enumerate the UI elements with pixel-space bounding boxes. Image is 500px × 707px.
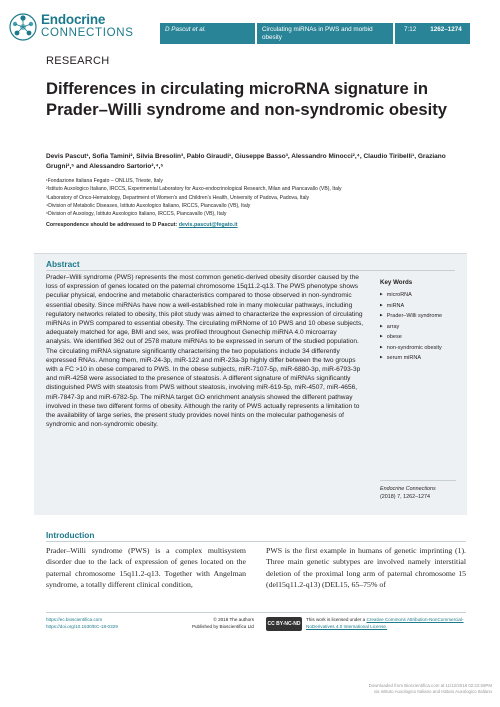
keywords-heading: Key Words: [380, 279, 413, 286]
affiliations: [46, 177, 466, 218]
keyword-item: ▶ serum miRNA: [380, 353, 442, 364]
citation-journal: Endocrine Connections: [380, 486, 436, 492]
divider: [46, 541, 466, 542]
abstract-heading: Abstract: [46, 259, 80, 269]
citation-details: (2018) 7, 1262–1274: [380, 494, 431, 500]
cc-license-badge-icon[interactable]: CC BY-NC-ND: [266, 617, 302, 631]
download-line: Downloaded from Bioscientifica.com at 11/12/2018 02:22:59PM: [368, 683, 492, 688]
publisher-text: Published by Bioscientifica Ltd: [191, 623, 254, 629]
journal-url-link[interactable]: https://ec.bioscientifica.com: [46, 617, 103, 622]
logo-line-1: Endocrine: [41, 12, 106, 27]
running-head-topic: Circulating miRNAs in PWS and morbid obesity: [257, 23, 393, 44]
correspondence-email-link[interactable]: devis.pascut@fegato.it: [178, 222, 238, 228]
affiliation: ¹Fondazione Italiana Fegato – ONLUS, Trieste, Italy: [46, 178, 163, 184]
citation: [380, 485, 436, 501]
abstract-text: Prader–Willi syndrome (PWS) represents the most common genetic-derived obesity disorder caused by the loss of expression of genes located on the paternal chromosome 15q11.2-q13. The PWS phenotype shows peculiar physical, endocrine and metabolic characteristics compared to those observed in non-syndromic essential obesity. Since miRNAs have now a well-established role in many molecular pathways, including regulatory networks related to obesity, this pilot study was aimed to characterize the expression of circulating miRNAs in PWS compared to essential obesity. The circulating miRNome of 10 PWS and 10 obese subjects, adequately matched for age, BMI and sex, was profiled throughout Genechip miRNA 4.0 microarray analysis. We identified 362 out of 2578 mature miRNAs to be expressed in serum of the studied population. The circulating miRNA signature significantly characterising the two populations include 34 differently expressed RNAs. Among them, miR-24-3p, miR-122 and miR-23a-3p highly differ between the two groups with a FC >10 in obese compared to PWS. In the obese subjects, miR-7107-5p, miR-6880-3p, miR-6793-3p and miR-4258 were associated to the presence of steatosis. A different signature of miRNAs significantly distinguished PWS with steatosis from PWS without steatosis, involving miR-619-5p, miR-4507, miR-4656, miR-7847-3p and miR-6782-5p. The miRNA target GO enrichment analysis showed the different pathway involved in these two different forms of obesity. Although the rarity of PWS actually represents a limitation to the availability of large series, the present study provides novel hints on the molecular pathogenesis of syndromic and non-syndromic obesity.: [46, 274, 364, 429]
affiliation: ²Istituto Auxologico Italiano, IRCCS, Experimental Laboratory for Auxo-endocrinological Research, Milan and Piancavallo (VB), Italy: [46, 186, 342, 193]
keyword-item: ▶ array: [380, 322, 442, 333]
introduction-left-column: Prader–Willi syndrome (PWS) is a complex multisystem disorder due to the lack of expression of genes located on the paternal chromosome 15q11.2-q13. Together with Angelman syndrome, a totally different clinical condition,: [46, 546, 246, 589]
logo-mark-icon: [8, 12, 38, 42]
introduction-right-column: PWS is the first example in humans of genetic imprinting (1). Three main genetic subtypes are involved namely interstitial deletion of the proximal long arm of paternal chromosome 15 (del15q11.2-q13) (DEL15, 65–75% of: [266, 546, 466, 589]
introduction-heading: Introduction: [46, 530, 95, 540]
article-type: RESEARCH: [46, 55, 110, 67]
doi-link[interactable]: https://doi.org/10.1530/EC-18-0329: [46, 623, 118, 629]
page-range: 1262–1274: [430, 26, 462, 33]
logo-line-2: CONNECTIONS: [41, 26, 134, 39]
page-number: 7:12: [404, 26, 417, 33]
article-title: Differences in circulating microRNA signature in Prader–Willi syndrome and non-syndromic obesity: [46, 79, 447, 119]
affiliation: ⁴Division of Metabolic Diseases, Istituto Auxologico Italiano, IRCCS, Piancavallo (VB), Italy: [46, 202, 251, 209]
abstract-box: [34, 253, 467, 515]
download-line: via Istituto Auxologico Italiano and Istituto Auxologico Italiano: [373, 689, 492, 695]
footer-links: [46, 617, 118, 631]
divider: [380, 480, 456, 481]
running-head-pages: [395, 23, 470, 44]
affiliation: ⁵Division of Auxology, Istituto Auxologico Italiano, IRCCS, Piancavallo (VB), Italy: [46, 211, 227, 218]
keyword-item: ▶ miRNA: [380, 301, 442, 312]
journal-logo: [8, 10, 158, 46]
keyword-item: ▶ microRNA: [380, 290, 442, 301]
license-link[interactable]: Creative Commons Attribution-NonCommercial-NoDerivatives 4.0 International License.: [306, 617, 464, 629]
correspondence-label: Correspondence should be addressed to D Pascut:: [46, 222, 179, 228]
keywords-list: [380, 290, 442, 364]
download-watermark: [316, 683, 492, 696]
license-statement: [306, 617, 466, 631]
footer-copyright: [174, 617, 254, 631]
copyright-text: © 2018 The authors: [213, 617, 254, 622]
keyword-item: ▶ non-syndromic obesity: [380, 343, 442, 354]
divider: [46, 270, 455, 271]
running-head-authors: D Pascut et al.: [160, 23, 255, 44]
keyword-item: ▶ obese: [380, 332, 442, 343]
correspondence: [46, 222, 238, 228]
affiliation: ³Laboratory of Onco-Hematology, Department of Women's and Children's Health, University of Padova, Padova, Italy: [46, 194, 310, 201]
license-text: This work is licensed under a: [306, 617, 367, 622]
keyword-item: ▶ Prader–Willi syndrome: [380, 311, 442, 322]
author-list: Devis Pascut¹, Sofia Tamini², Silvia Bresolin³, Pablo Giraudi¹, Giuseppe Basso³, Alessandro Minocci²,⁴, Claudio Tiribelli¹, Graziano Grugni²,⁵ and Alessandro Sartorio²,⁴,⁵: [46, 153, 446, 170]
divider: [46, 612, 466, 613]
